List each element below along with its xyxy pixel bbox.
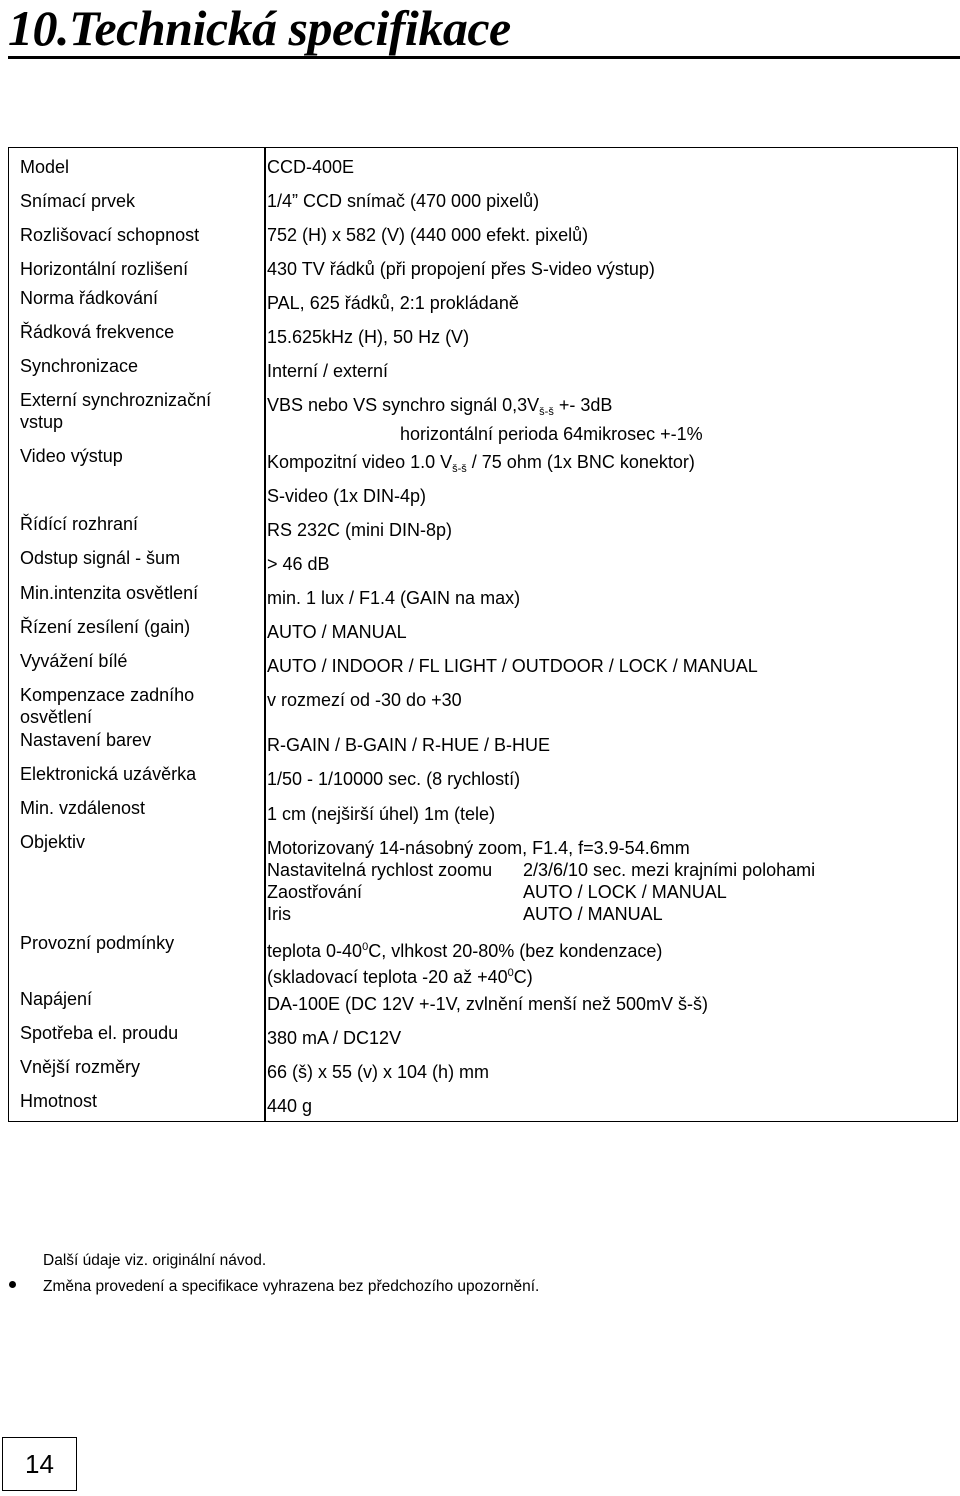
- spec-label-ext-sync-line2: vstup: [20, 412, 64, 432]
- spec-label-consumption: Spotřeba el. proudu: [20, 1023, 179, 1043]
- spec-label-control-interface: Řídící rozhraní: [20, 514, 139, 534]
- spec-label-lens: Objektiv: [20, 832, 86, 852]
- spec-label-dimensions: Vnější rozměry: [20, 1057, 141, 1077]
- spec-value-ext-sync-prefix: VBS nebo VS synchro signál 0,3V: [267, 395, 540, 415]
- spec-label-horizontal-resolution: Horizontální rozlišení: [20, 259, 189, 279]
- note-more-info: Další údaje viz. originální návod.: [43, 1252, 267, 1269]
- spec-value-operating-line1-prefix: teplota 0-40: [267, 941, 363, 961]
- spec-label-backlight-line2: osvětlení: [20, 707, 93, 727]
- spec-label-line-frequency: Řádková frekvence: [20, 322, 175, 342]
- spec-value-lens-line4b: AUTO / MANUAL: [523, 904, 663, 924]
- spec-value-operating: [267, 936, 662, 988]
- spec-value-video-out-sub: š-š: [452, 463, 467, 475]
- spec-label-power: Napájení: [20, 989, 93, 1009]
- spec-label-backlight: [20, 684, 194, 728]
- spec-label-ext-sync-line1: Externí synchroznizační: [20, 390, 212, 410]
- page-title: 10.Technická specifikace: [8, 0, 511, 56]
- spec-value-operating-line1-suffix: C, vlhkost 20-80% (bez kondenzace): [368, 941, 663, 961]
- spec-label-ext-sync: [20, 389, 211, 433]
- spec-label-gain: Řízení zesílení (gain): [20, 617, 191, 637]
- column-divider: [264, 148, 266, 1121]
- spec-value-ext-sync-sub: š-š: [539, 406, 554, 418]
- note-spec-change: Změna provedení a specifikace vyhrazena bez předchozího upozornění.: [43, 1278, 540, 1295]
- spec-value-lens-line4a: Iris: [267, 904, 291, 924]
- spec-value-video-out: [267, 451, 695, 480]
- title-underline: [8, 56, 960, 59]
- spec-value-lens-line2b: 2/3/6/10 sec. mezi krajními polohami: [523, 860, 816, 880]
- spec-label-resolution: Rozlišovací schopnost: [20, 225, 200, 245]
- spec-label-min-illumination: Min.intenzita osvětlení: [20, 583, 199, 603]
- spec-value-ext-sync-suffix: +- 3dB: [553, 395, 613, 415]
- spec-value-operating-line2-suffix: C): [513, 967, 533, 987]
- spec-value-lens-line2a: Nastavitelná rychlost zoomu: [267, 860, 493, 880]
- spec-value-operating-line2-sup: 0: [507, 967, 514, 979]
- spec-value-consumption: 380 mA / DC12V: [267, 1028, 402, 1048]
- spec-value-weight: 440 g: [267, 1096, 313, 1116]
- spec-value-lens-line3b: AUTO / LOCK / MANUAL: [523, 882, 727, 902]
- bullet-icon: [9, 1281, 16, 1288]
- spec-value-video-out-svideo: S-video (1x DIN-4p): [267, 486, 427, 506]
- spec-value-ext-sync-line2: horizontální perioda 64mikrosec +-1%: [400, 424, 703, 444]
- spec-value-line-frequency: 15.625kHz (H), 50 Hz (V): [267, 327, 470, 347]
- spec-value-resolution: 752 (H) x 582 (V) (440 000 efekt. pixelů): [267, 225, 589, 245]
- spec-value-lens-line1: Motorizovaný 14-násobný zoom, F1.4, f=3.9-54.6mm: [267, 838, 690, 858]
- spec-label-min-distance: Min. vzdálenost: [20, 798, 146, 818]
- spec-value-min-illumination: min. 1 lux / F1.4 (GAIN na max): [267, 588, 521, 608]
- spec-table: [8, 147, 958, 1122]
- spec-value-backlight: v rozmezí od -30 do +30: [267, 690, 462, 710]
- spec-value-snr: > 46 dB: [267, 554, 330, 574]
- spec-label-weight: Hmotnost: [20, 1091, 98, 1111]
- spec-value-sensor: 1/4” CCD snímač (470 000 pixelů): [267, 191, 540, 211]
- spec-value-white-balance: AUTO / INDOOR / FL LIGHT / OUTDOOR / LOCK / MANUAL: [267, 656, 758, 676]
- spec-value-lens: [267, 837, 815, 925]
- spec-value-dimensions: 66 (š) x 55 (v) x 104 (h) mm: [267, 1062, 490, 1082]
- spec-value-ext-sync: [267, 394, 703, 445]
- spec-value-video-out-prefix: Kompozitní video 1.0 V: [267, 452, 453, 472]
- spec-value-sync: Interní / externí: [267, 361, 389, 381]
- spec-value-shutter: 1/50 - 1/10000 sec. (8 rychlostí): [267, 769, 521, 789]
- spec-label-backlight-line1: Kompenzace zadního: [20, 685, 195, 705]
- spec-label-shutter: Elektronická uzávěrka: [20, 764, 197, 784]
- spec-value-horizontal-resolution: 430 TV řádků (při propojení přes S-video výstup): [267, 259, 655, 279]
- spec-value-video-out-suffix: / 75 ohm (1x BNC konektor): [466, 452, 695, 472]
- spec-label-color: Nastavení barev: [20, 730, 152, 750]
- spec-label-sensor: Snímací prvek: [20, 191, 136, 211]
- spec-label-operating: Provozní podmínky: [20, 933, 175, 953]
- spec-value-lens-line3a: Zaostřování: [267, 882, 363, 902]
- spec-value-operating-line1-sup: 0: [362, 941, 369, 953]
- spec-value-model: CCD-400E: [267, 157, 355, 177]
- spec-value-control-interface: RS 232C (mini DIN-8p): [267, 520, 453, 540]
- spec-label-snr: Odstup signál - šum: [20, 548, 181, 568]
- spec-value-gain: AUTO / MANUAL: [267, 622, 407, 642]
- spec-value-line-standard: PAL, 625 řádků, 2:1 prokládaně: [267, 293, 519, 313]
- spec-value-min-distance: 1 cm (nejširší úhel) 1m (tele): [267, 804, 496, 824]
- spec-label-video-out: Video výstup: [20, 446, 123, 466]
- spec-label-model: Model: [20, 157, 70, 177]
- spec-label-line-standard: Norma řádkování: [20, 288, 159, 308]
- spec-label-sync: Synchronizace: [20, 356, 139, 376]
- spec-value-power: DA-100E (DC 12V +-1V, zvlnění menší než 500mV š-š): [267, 994, 709, 1014]
- spec-label-white-balance: Vyvážení bílé: [20, 651, 128, 671]
- page-number: 14: [2, 1437, 77, 1491]
- spec-value-operating-line2-prefix: (skladovací teplota -20 až +40: [267, 967, 508, 987]
- spec-value-color: R-GAIN / B-GAIN / R-HUE / B-HUE: [267, 735, 551, 755]
